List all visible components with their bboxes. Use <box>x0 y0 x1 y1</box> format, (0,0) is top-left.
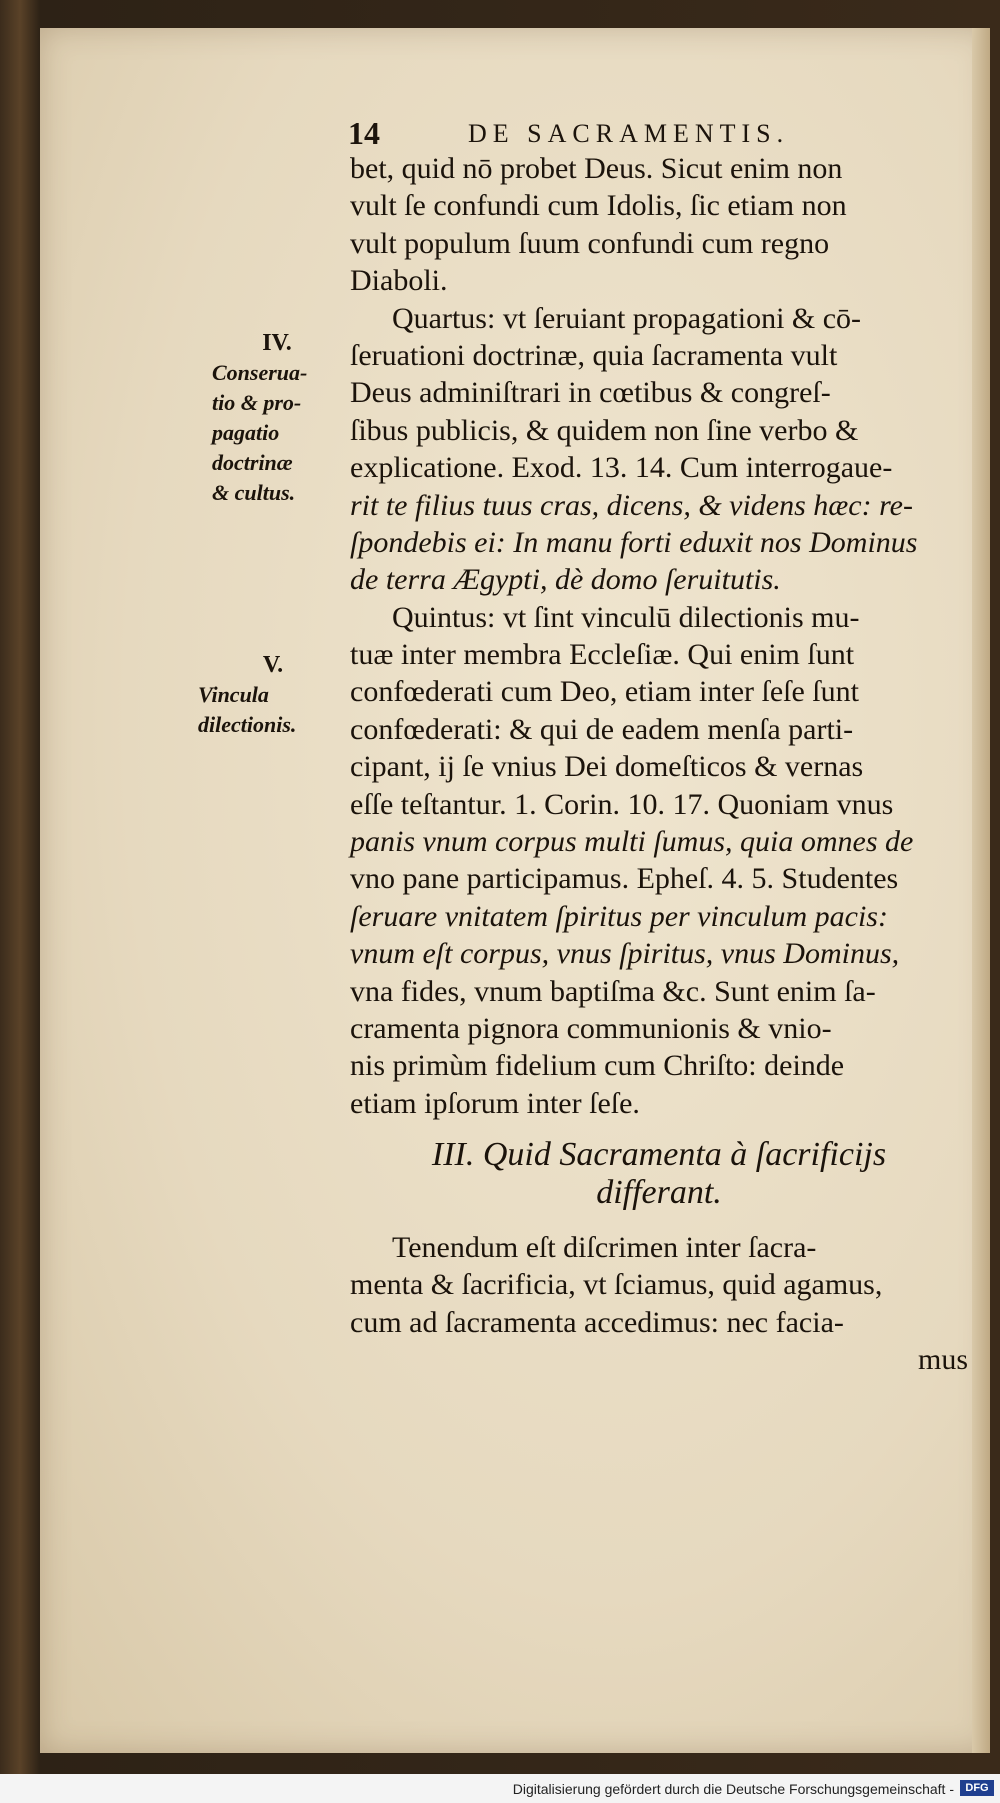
section-heading-line: III. Quid Sacramenta à ſacrificijs <box>431 1136 887 1174</box>
text-line: menta & ſacrificia, vt ſciamus, quid agamus, <box>350 1268 883 1302</box>
text-line: ſeruare vnitatem ſpiritus per vinculum pacis: <box>350 899 888 933</box>
text-line: cramenta pignora communionis & vnio- <box>350 1011 832 1045</box>
text-line: Quartus: vt ſeruiant propagationi & cō- <box>392 301 862 335</box>
text-line: Tenendum eſt diſcrimen inter ſacra- <box>392 1230 817 1264</box>
margin-note-line: tio & pro- <box>212 390 302 415</box>
text-line: explicatione. Exod. 13. 14. Cum interrogaue- <box>350 451 893 485</box>
body-text <box>350 150 968 1379</box>
text-line: de terra Ægypti, dè domo ſeruitutis. <box>350 563 781 597</box>
margin-note-iv <box>212 328 342 508</box>
text-line: confœderati cum Deo, etiam inter ſeſe ſunt <box>350 675 859 709</box>
margin-note-number: V. <box>262 652 284 678</box>
text-line: etiam ipſorum inter ſeſe. <box>350 1086 640 1120</box>
text-line: vno pane participamus. Epheſ. 4. 5. Studentes <box>350 862 899 896</box>
margin-note-line: dilectionis. <box>198 712 297 737</box>
margin-note-line: pagatio <box>212 420 280 445</box>
text-line: vult ſe confundi cum Idolis, ſic etiam non <box>350 189 847 223</box>
text-line: rit te filius tuus cras, dicens, & videns hæc: re- <box>350 488 913 522</box>
margin-note-v <box>198 650 348 740</box>
text-line: confœderati: & qui de eadem menſa parti- <box>350 712 854 746</box>
text-line: Diaboli. <box>350 264 448 298</box>
text-line: ſeruationi doctrinæ, quia ſacramenta vult <box>350 338 838 372</box>
funding-credit: Digitalisierung gefördert durch die Deutsche Forschungsgemeinschaft - <box>512 1781 954 1797</box>
margin-note-line: Vincula <box>198 682 269 707</box>
text-line: ſpondebis ei: In manu forti eduxit nos Dominus <box>350 525 918 559</box>
margin-note-line: Conserua- <box>212 360 308 385</box>
section-heading <box>350 1136 968 1211</box>
text-line: nis primùm fidelium cum Chriſto: deinde <box>350 1049 845 1083</box>
section-heading-line: differant. <box>596 1173 722 1211</box>
text-line: vnum eſt corpus, vnus ſpiritus, vnus Dominus, <box>350 937 900 971</box>
margin-note-number: IV. <box>262 330 292 356</box>
text-line: cum ad ſacramenta accedimus: nec facia- <box>350 1305 844 1339</box>
text-line: eſſe teſtantur. 1. Corin. 10. 17. Quoniam vnus <box>350 787 894 821</box>
dfg-logo: DFG <box>960 1780 994 1796</box>
footer-bar <box>0 1774 1000 1803</box>
folio-number: 14 <box>348 115 380 151</box>
text-line: bet, quid nō probet Deus. Sicut enim non <box>350 152 843 185</box>
text-line: panis vnum corpus multi ſumus, quia omnes de <box>350 825 914 859</box>
text-line: tuæ inter membra Eccleſiæ. Qui enim ſunt <box>350 638 855 672</box>
text-line: Deus adminiſtrari in cœtibus & congreſ- <box>350 376 831 410</box>
margin-note-line: & cultus. <box>212 480 296 505</box>
text-line: cipant, ij ſe vnius Dei domeſticos & vernas <box>350 750 864 784</box>
page-edge <box>972 28 990 1753</box>
text-line: vult populum ſuum confundi cum regno <box>350 226 830 260</box>
text-line: vna fides, vnum baptiſma &c. Sunt enim ſa- <box>350 974 876 1008</box>
text-line: ſibus publicis, & quidem non ſine verbo & <box>350 413 859 447</box>
page-header <box>348 115 968 155</box>
margin-note-line: doctrinæ <box>212 450 293 475</box>
text-line: Quintus: vt ſint vinculū dilectionis mu- <box>392 600 860 634</box>
running-title: DE SACRAMENTIS. <box>468 119 790 148</box>
catchword: mus <box>917 1343 968 1377</box>
